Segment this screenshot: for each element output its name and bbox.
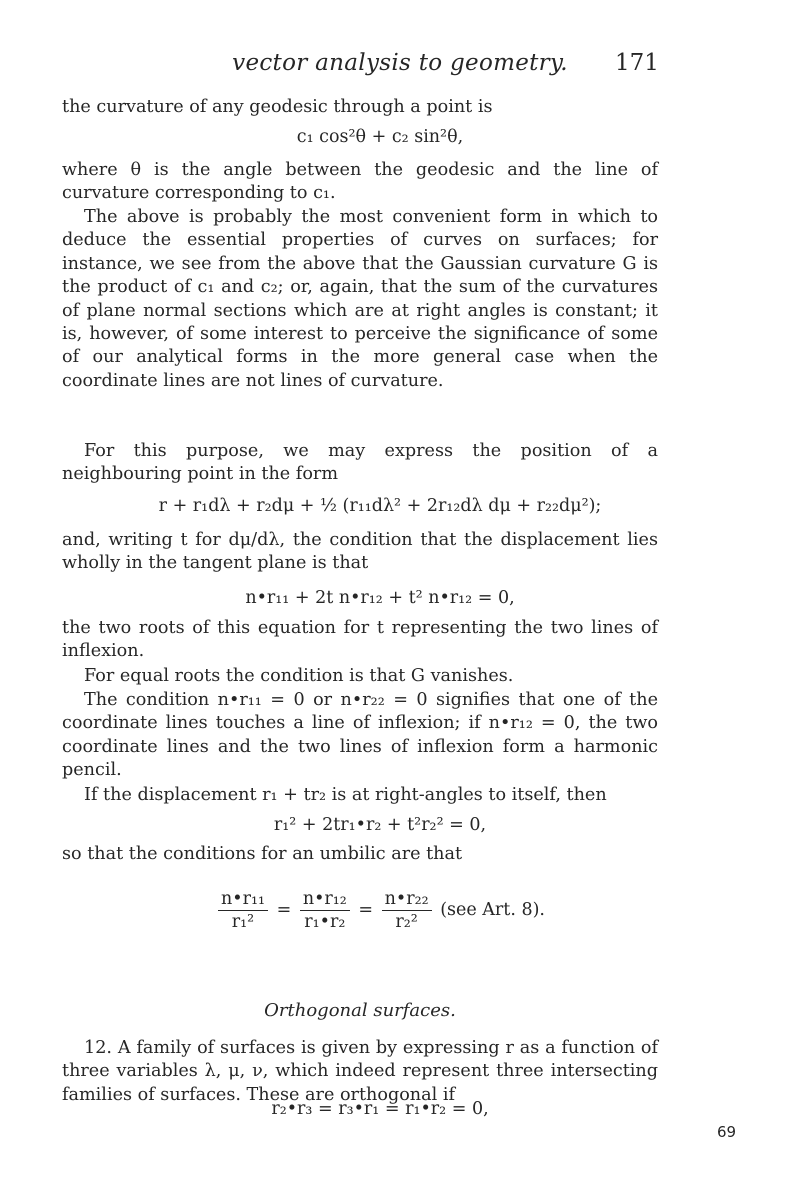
equation-right-angles: r₁² + 2tr₁•r₂ + t²r₂² = 0, bbox=[273, 815, 487, 835]
equation-neighbouring-point: r + r₁dλ + r₂dμ + ½ (r₁₁dλ² + 2r₁₂dλ dμ + r₂₂dμ²); bbox=[158, 496, 602, 516]
fraction: $\frac{\text{n•r₁₁}}{\text{r₁²}}$ bbox=[218, 888, 268, 933]
paragraph: If the displacement r₁ + tr₂ is at right-angles to itself, then bbox=[84, 785, 607, 805]
equation-umbilic: $\frac{\text{n•r₁₁}}{\text{r₁²}}$ = $\frac{\text{n•r₁₂}}{\text{r₁•r₂}}$ = $\frac{\text{n•r₂₂}}{\text{r₂²}}$ (see Art. 8). bbox=[0, 888, 760, 933]
section-title: Orthogonal surfaces. bbox=[264, 1000, 456, 1021]
page-number: 171 bbox=[615, 50, 659, 76]
running-header: vector analysis to geometry. bbox=[232, 50, 568, 76]
paragraph: where θ is the angle between the geodesic and the line of curvature corresponding to c₁. bbox=[62, 160, 658, 204]
paragraph: so that the conditions for an umbilic are that bbox=[62, 844, 463, 864]
folio-number: 69 bbox=[717, 1123, 737, 1141]
cross-reference: (see Art. 8). bbox=[440, 900, 545, 920]
equation-orthogonal: r₂•r₃ = r₃•r₁ = r₁•r₂ = 0, bbox=[271, 1099, 489, 1119]
equation-curvature: c₁ cos²θ + c₂ sin²θ, bbox=[296, 127, 464, 147]
equation-tangent-plane: n•r₁₁ + 2t n•r₁₂ + t² n•r₁₂ = 0, bbox=[245, 588, 515, 608]
fraction: $\frac{\text{n•r₁₂}}{\text{r₁•r₂}}$ bbox=[300, 888, 350, 933]
paragraph: 12. A family of surfaces is given by expressing r as a function of three variables λ, μ, ν, which indeed represent three intersecting families of surfaces. These are orthogonal if bbox=[62, 1038, 658, 1105]
paragraph: The condition n•r₁₁ = 0 or n•r₂₂ = 0 signifies that one of the coordinate lines touches a line of inflexion; if n•r₁₂ = 0, the two coordinate lines and the two lines of inflexion form a harmonic pencil. bbox=[62, 690, 658, 781]
paragraph: The above is probably the most convenient form in which to deduce the essential properties of curves on surfaces; for instance, we see from the above that the Gaussian curvature G is the product of c₁ and c₂; or, again, that the sum of the curvatures of plane normal sections which are at right angles is constant; it is, however, of some interest to perceive the significance of some of our analytical forms in the more general case when the coordinate lines are not lines of curvature. bbox=[62, 207, 658, 391]
paragraph: the two roots of this equation for t representing the two lines of inflexion. bbox=[62, 618, 658, 662]
paragraph: the curvature of any geodesic through a point is bbox=[62, 97, 493, 117]
paragraph: For this purpose, we may express the position of a neighbouring point in the form bbox=[62, 441, 658, 485]
fraction: $\frac{\text{n•r₂₂}}{\text{r₂²}}$ bbox=[382, 888, 432, 933]
paragraph: For equal roots the condition is that G vanishes. bbox=[84, 666, 514, 686]
paragraph: and, writing t for dμ/dλ, the condition that the displacement lies wholly in the tangent plane is that bbox=[62, 530, 658, 574]
